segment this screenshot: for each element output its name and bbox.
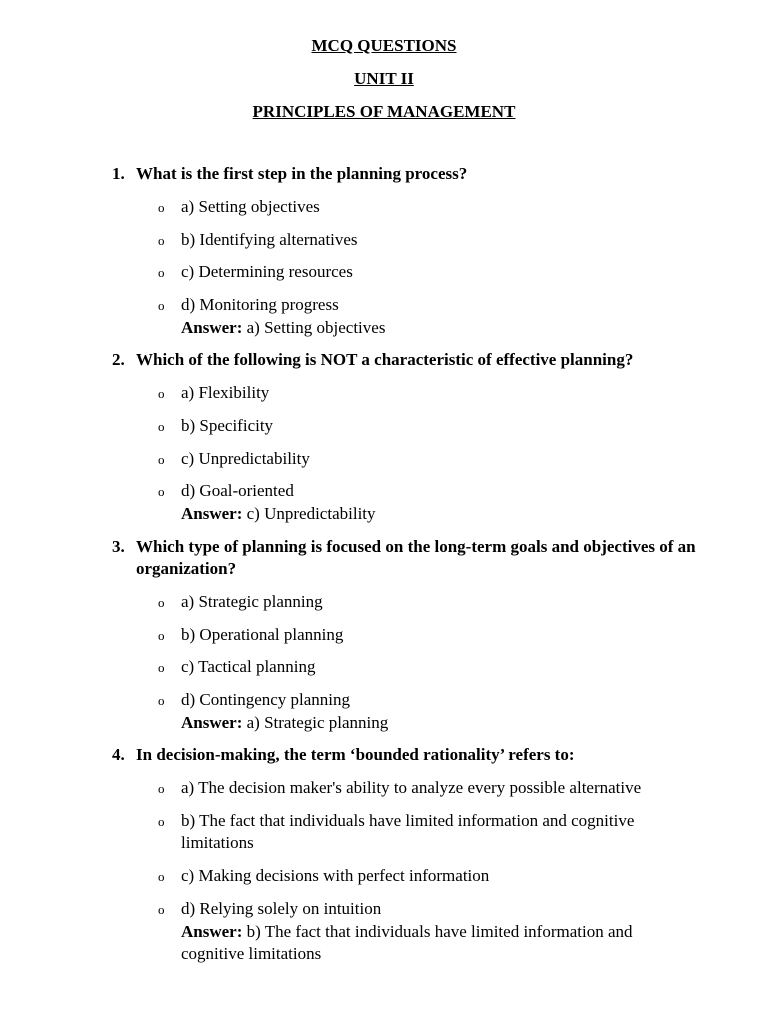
bullet-icon: o: [158, 265, 165, 280]
answer-line: [181, 503, 681, 525]
option-text: d) Monitoring progress: [181, 295, 339, 314]
bullet-icon: o: [158, 902, 165, 917]
answer-text: a) Setting objectives: [246, 318, 386, 337]
unit-title: UNIT II: [354, 69, 414, 88]
bullet-icon: o: [158, 869, 165, 884]
bullet-icon: o: [158, 452, 165, 467]
option-text: d) Goal-oriented: [181, 481, 294, 500]
option-text: c) Making decisions with perfect information: [181, 866, 490, 885]
question-number: 3.: [112, 537, 125, 556]
option-text: b) Specificity: [181, 416, 274, 435]
bullet-icon: o: [158, 693, 165, 708]
option-text: c) Determining resources: [181, 262, 353, 281]
bullet-icon: o: [158, 660, 165, 675]
bullet-icon: o: [158, 781, 165, 796]
option-text: b) Identifying alternatives: [181, 230, 358, 249]
answer-line: [181, 317, 681, 339]
option-text: c) Tactical planning: [181, 657, 316, 676]
subject-title: PRINCIPLES OF MANAGEMENT: [252, 102, 516, 121]
answer-label: Answer:: [181, 318, 243, 337]
doc-title: MCQ QUESTIONS: [311, 36, 457, 55]
option-text: a) Strategic planning: [181, 592, 323, 611]
question-text: Which of the following is NOT a characteristic of effective planning?: [136, 350, 634, 369]
question-text: In decision-making, the term ‘bounded rationality’ refers to:: [136, 745, 575, 764]
option-text: a) Flexibility: [181, 383, 270, 402]
bullet-icon: o: [158, 386, 165, 401]
option-text: b) The fact that individuals have limited information and cognitive limitations: [181, 811, 635, 852]
answer-text: b) The fact that individuals have limited information and cognitive limitations: [181, 922, 633, 963]
question-number: 2.: [112, 350, 125, 369]
option-text: b) Operational planning: [181, 625, 344, 644]
bullet-icon: o: [158, 419, 165, 434]
bullet-icon: o: [158, 595, 165, 610]
answer-text: a) Strategic planning: [246, 713, 389, 732]
answer-label: Answer:: [181, 713, 243, 732]
option-text: d) Contingency planning: [181, 690, 351, 709]
bullet-icon: o: [158, 233, 165, 248]
question-text: Which type of planning is focused on the long-term goals and objectives of an organization?: [136, 537, 696, 578]
bullet-icon: o: [158, 484, 165, 499]
option-text: a) The decision maker's ability to analyze every possible alternative: [181, 778, 642, 797]
answer-label: Answer:: [181, 922, 243, 941]
question-text: What is the first step in the planning process?: [136, 164, 468, 183]
answer-label: Answer:: [181, 504, 243, 523]
question-number: 4.: [112, 745, 125, 764]
bullet-icon: o: [158, 200, 165, 215]
bullet-icon: o: [158, 298, 165, 313]
option-text: a) Setting objectives: [181, 197, 320, 216]
option-text: c) Unpredictability: [181, 449, 310, 468]
bullet-icon: o: [158, 814, 165, 829]
answer-text: c) Unpredictability: [246, 504, 376, 523]
question-number: 1.: [112, 164, 125, 183]
answer-line: [181, 921, 661, 965]
option-text: d) Relying solely on intuition: [181, 899, 382, 918]
answer-line: [181, 712, 681, 734]
bullet-icon: o: [158, 628, 165, 643]
